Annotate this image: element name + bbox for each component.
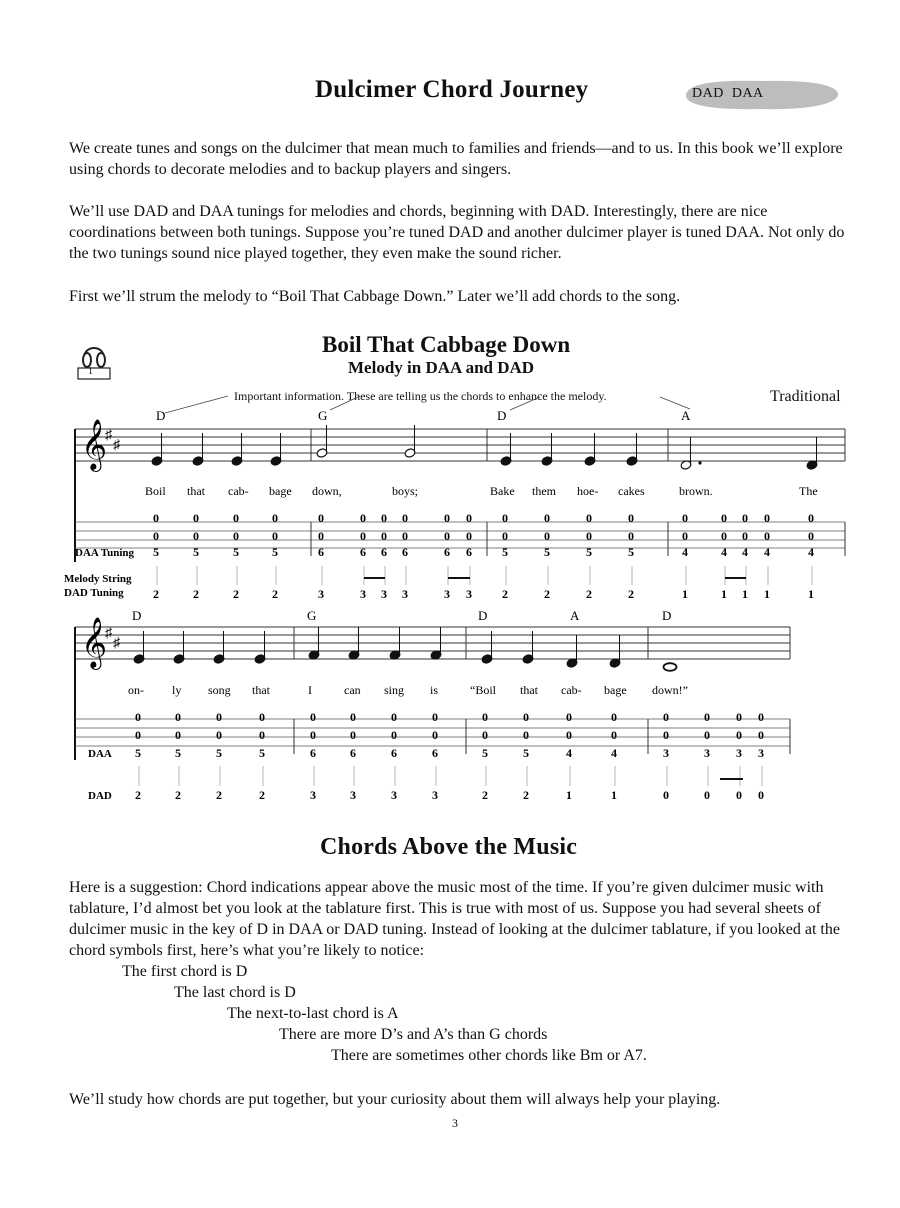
list-item-3: The next-to-last chord is A (227, 1005, 399, 1022)
tab-fret: 0 (350, 710, 356, 724)
tab-fret-dad: 3 (381, 587, 387, 601)
list-item-1: The first chord is D (122, 963, 248, 980)
tab-fret-dad: 2 (586, 587, 592, 601)
tab-fret-daa: 6 (310, 746, 316, 760)
tab-fret-daa: 5 (482, 746, 488, 760)
whole-note (664, 663, 677, 671)
tab-fret: 0 (628, 511, 634, 525)
annotation-note: Important information. These are telling us the chords to enhance the melody. (234, 389, 607, 403)
tab-fret: 0 (360, 511, 366, 525)
lyric-syllable: that (187, 484, 205, 498)
tab-fret-daa: 3 (663, 746, 669, 760)
tab-fret-daa: 4 (764, 545, 770, 559)
tab-fret-dad: 2 (628, 587, 634, 601)
tab-fret: 0 (704, 710, 710, 724)
tab-fret: 0 (135, 710, 141, 724)
lyric-syllable: song (208, 683, 231, 697)
tab-fret: 0 (704, 728, 710, 742)
tab-fret: 0 (318, 511, 324, 525)
section-title: Chords Above the Music (320, 834, 578, 860)
tab-fret-dad: 2 (272, 587, 278, 601)
tab-fret-daa: 5 (135, 746, 141, 760)
tab-fret-dad: 2 (544, 587, 550, 601)
composer: Traditional (770, 388, 841, 405)
lyric-syllable: that (520, 683, 538, 697)
tab-fret: 0 (682, 529, 688, 543)
tab-fret: 0 (742, 511, 748, 525)
tab-fret-daa: 6 (350, 746, 356, 760)
tab-fret-daa: 4 (808, 545, 814, 559)
tab-fret-dad: 2 (482, 788, 488, 802)
tab-fret-dad: 2 (523, 788, 529, 802)
tab-fret: 0 (736, 728, 742, 742)
tab-fret: 0 (742, 529, 748, 543)
tab-fret-dad: 3 (310, 788, 316, 802)
tab-fret-daa: 6 (402, 545, 408, 559)
tab-fret: 0 (586, 529, 592, 543)
song-title: Boil That Cabbage Down (322, 332, 571, 357)
tab-fret: 0 (310, 728, 316, 742)
chord-symbol: G (318, 408, 328, 423)
treble-clef: 𝄞 (81, 618, 108, 667)
tab-fret-dad: 2 (216, 788, 222, 802)
tab-fret-dad: 3 (402, 587, 408, 601)
tab-fret-dad: 2 (193, 587, 199, 601)
label-dad-tuning: DAD Tuning (64, 587, 124, 599)
tab-fret: 0 (544, 529, 550, 543)
tab-fret: 0 (153, 511, 159, 525)
tab-fret: 0 (272, 511, 278, 525)
tab-fret-daa: 5 (216, 746, 222, 760)
tab-fret: 0 (482, 710, 488, 724)
tab-fret-dad: 3 (318, 587, 324, 601)
tab-fret: 0 (360, 529, 366, 543)
tab-fret: 0 (523, 710, 529, 724)
label-dad: DAD (88, 790, 112, 802)
tab-fret-daa: 5 (544, 545, 550, 559)
tab-fret: 0 (808, 529, 814, 543)
key-signature-sharp: ♯ (113, 636, 120, 651)
annotation-pointer (510, 397, 540, 410)
chord-symbol: G (307, 608, 317, 623)
lyric-syllable: Boil (145, 484, 166, 498)
tab-fret: 0 (391, 710, 397, 724)
tab-fret-daa: 5 (502, 545, 508, 559)
tab-fret-dad: 1 (566, 788, 572, 802)
tab-fret: 0 (233, 511, 239, 525)
tab-fret: 0 (502, 529, 508, 543)
tab-fret: 0 (628, 529, 634, 543)
tab-fret-dad: 3 (391, 788, 397, 802)
cd-track-number: 1 (88, 366, 93, 377)
lyric-syllable: “Boil (470, 683, 496, 697)
tab-fret: 0 (233, 529, 239, 543)
intro-paragraph-3: First we’ll strum the melody to “Boil That Cabbage Down.” Later we’ll add chords to the song. (69, 288, 681, 305)
tuning-badge: DAD DAA (692, 86, 764, 101)
tab-fret-dad: 2 (233, 587, 239, 601)
tab-fret-dad: 0 (758, 788, 764, 802)
tab-fret-daa: 4 (742, 545, 748, 559)
lyric-syllable: cakes (618, 484, 645, 498)
chord-symbol: D (478, 608, 488, 623)
lyric-syllable: is (430, 683, 439, 697)
tab-fret: 0 (566, 710, 572, 724)
list-item-5: There are sometimes other chords like Bm or A7. (331, 1047, 647, 1064)
tab-fret: 0 (175, 728, 181, 742)
tab-fret: 0 (402, 511, 408, 525)
song-subtitle: Melody in DAA and DAD (348, 358, 535, 377)
lyric-syllable: Bake (490, 484, 515, 498)
tab-fret-daa: 6 (444, 545, 450, 559)
tab-fret-daa: 4 (682, 545, 688, 559)
tab-fret-daa: 5 (586, 545, 592, 559)
lyric-syllable: can (344, 683, 361, 697)
tab-fret-dad: 1 (742, 587, 748, 601)
tab-fret-dad: 1 (808, 587, 814, 601)
tab-fret: 0 (736, 710, 742, 724)
tab-fret: 0 (466, 511, 472, 525)
tab-fret: 0 (721, 511, 727, 525)
list-item-4: There are more D’s and A’s than G chords (279, 1026, 548, 1043)
tab-fret: 0 (586, 511, 592, 525)
lyric-syllable: The (799, 484, 818, 498)
tab-fret: 0 (758, 710, 764, 724)
tab-fret-daa: 5 (628, 545, 634, 559)
tab-fret: 0 (682, 511, 688, 525)
tab-fret: 0 (663, 710, 669, 724)
tab-fret-dad: 2 (259, 788, 265, 802)
tab-fret: 0 (259, 728, 265, 742)
tab-fret-dad: 3 (360, 587, 366, 601)
tab-fret-daa: 6 (432, 746, 438, 760)
page-title: Dulcimer Chord Journey (315, 76, 589, 103)
tab-fret: 0 (193, 529, 199, 543)
lyric-syllable: cab- (228, 484, 249, 498)
tab-fret: 0 (544, 511, 550, 525)
tab-fret-dad: 2 (135, 788, 141, 802)
tab-fret: 0 (432, 710, 438, 724)
annotation-pointer (165, 396, 228, 413)
tab-fret: 0 (135, 728, 141, 742)
tab-fret-dad: 2 (153, 587, 159, 601)
lyric-syllable: them (532, 484, 556, 498)
tab-fret-dad: 3 (432, 788, 438, 802)
tab-fret: 0 (350, 728, 356, 742)
tab-fret: 0 (318, 529, 324, 543)
annotation-pointer (330, 396, 360, 410)
label-melody-string: Melody String (64, 573, 132, 585)
key-signature-sharp: ♯ (105, 428, 112, 443)
lyric-syllable: cab- (561, 683, 582, 697)
tab-fret: 0 (758, 728, 764, 742)
tab-fret: 0 (381, 511, 387, 525)
chord-symbol: A (570, 608, 580, 623)
tab-fret: 0 (721, 529, 727, 543)
tab-fret-daa: 5 (259, 746, 265, 760)
tab-fret-dad: 1 (721, 587, 727, 601)
tab-fret-dad: 3 (350, 788, 356, 802)
lyric-syllable: bage (269, 484, 292, 498)
tab-fret: 0 (808, 511, 814, 525)
tab-fret-daa: 6 (318, 545, 324, 559)
tab-fret-daa: 3 (704, 746, 710, 760)
chord-symbol: D (662, 608, 672, 623)
tab-fret: 0 (444, 511, 450, 525)
tab-fret-daa: 5 (523, 746, 529, 760)
tab-fret: 0 (482, 728, 488, 742)
section-paragraph-1: Here is a suggestion: Chord indications appear above the music most of the time. If you’re given dulcimer music with tablature, I’d almost bet you look at the tablature first. This is true with most of us. Suppose you had several sheets of dulcimer music in the key of D in DAA or DAD tuning. Instead of looking at the dulcimer tablature, if you looked at the chord symbols first, here’s what you’re likely to notice: (69, 879, 840, 959)
tab-fret-daa: 5 (233, 545, 239, 559)
tab-fret: 0 (193, 511, 199, 525)
lyric-syllable: down, (312, 484, 342, 498)
tab-fret: 0 (663, 728, 669, 742)
tab-fret-daa: 5 (193, 545, 199, 559)
tab-fret: 0 (432, 728, 438, 742)
key-signature-sharp: ♯ (105, 626, 112, 641)
tab-fret-dad: 3 (466, 587, 472, 601)
tab-fret-daa: 6 (466, 545, 472, 559)
tab-fret-daa: 3 (736, 746, 742, 760)
section-paragraph-2: We’ll study how chords are put together, but your curiosity about them will always help your playing. (69, 1091, 721, 1108)
tab-fret-dad: 1 (611, 788, 617, 802)
tab-fret-dad: 0 (736, 788, 742, 802)
tab-fret-daa: 6 (381, 545, 387, 559)
tab-fret: 0 (611, 728, 617, 742)
lyric-syllable: sing (384, 683, 405, 697)
tab-fret-dad: 0 (704, 788, 710, 802)
lyric-syllable: bage (604, 683, 627, 697)
tab-fret: 0 (216, 710, 222, 724)
tab-fret: 0 (764, 529, 770, 543)
tab-fret: 0 (175, 710, 181, 724)
label-daa-tuning: DAA Tuning (75, 547, 135, 559)
tab-fret-daa: 5 (272, 545, 278, 559)
tab-fret: 0 (566, 728, 572, 742)
key-signature-sharp: ♯ (113, 438, 120, 453)
tab-fret: 0 (402, 529, 408, 543)
annotation-pointer (660, 397, 690, 409)
lyric-syllable: on- (128, 683, 144, 697)
chord-symbol: A (681, 408, 691, 423)
lyric-syllable: hoe- (577, 484, 599, 498)
tab-fret-daa: 4 (611, 746, 617, 760)
label-daa: DAA (88, 748, 112, 760)
tab-fret: 0 (444, 529, 450, 543)
tab-fret-dad: 3 (444, 587, 450, 601)
tab-fret-dad: 2 (175, 788, 181, 802)
tab-fret-daa: 6 (360, 545, 366, 559)
tab-fret-dad: 1 (682, 587, 688, 601)
tab-fret: 0 (764, 511, 770, 525)
dot (698, 461, 701, 464)
tab-fret-daa: 4 (566, 746, 572, 760)
lyric-syllable: down!” (652, 683, 688, 697)
tab-fret: 0 (502, 511, 508, 525)
tab-fret: 0 (272, 529, 278, 543)
tab-fret: 0 (391, 728, 397, 742)
lyric-syllable: ly (172, 683, 182, 697)
lyric-syllable: boys; (392, 484, 419, 498)
tab-fret: 0 (310, 710, 316, 724)
intro-paragraph-2: We’ll use DAD and DAA tunings for melodies and chords, beginning with DAD. Interestingly, there are nice coordinations between both tunings. Suppose you’re tuned DAD and another dulcimer player is tuned DAA. Not only do the two tunings sound nice played together, they even make the sound richer. (69, 203, 845, 262)
tab-fret-daa: 5 (175, 746, 181, 760)
tab-fret: 0 (381, 529, 387, 543)
tab-fret-daa: 5 (153, 545, 159, 559)
tab-fret-daa: 4 (721, 545, 727, 559)
tab-fret-daa: 3 (758, 746, 764, 760)
lyric-syllable: brown. (679, 484, 713, 498)
tab-fret: 0 (523, 728, 529, 742)
lyric-syllable: that (252, 683, 270, 697)
tab-fret-dad: 1 (764, 587, 770, 601)
chord-symbol: D (497, 408, 507, 423)
tab-fret: 0 (153, 529, 159, 543)
tab-fret: 0 (216, 728, 222, 742)
tab-fret: 0 (611, 710, 617, 724)
treble-clef: 𝄞 (81, 420, 108, 469)
tab-fret-dad: 2 (502, 587, 508, 601)
tab-fret-dad: 0 (663, 788, 669, 802)
page-number: 3 (452, 1116, 458, 1130)
list-item-2: The last chord is D (174, 984, 296, 1001)
intro-paragraph-1: We create tunes and songs on the dulcimer that mean much to families and friends—and to us. In this book we’ll explore using chords to decorate melodies and to backup players and singers. (69, 140, 843, 178)
tab-fret: 0 (466, 529, 472, 543)
tab-fret: 0 (259, 710, 265, 724)
chord-symbol: D (132, 608, 142, 623)
tab-fret-daa: 6 (391, 746, 397, 760)
chord-symbol: D (156, 408, 166, 423)
lyric-syllable: I (308, 683, 312, 697)
